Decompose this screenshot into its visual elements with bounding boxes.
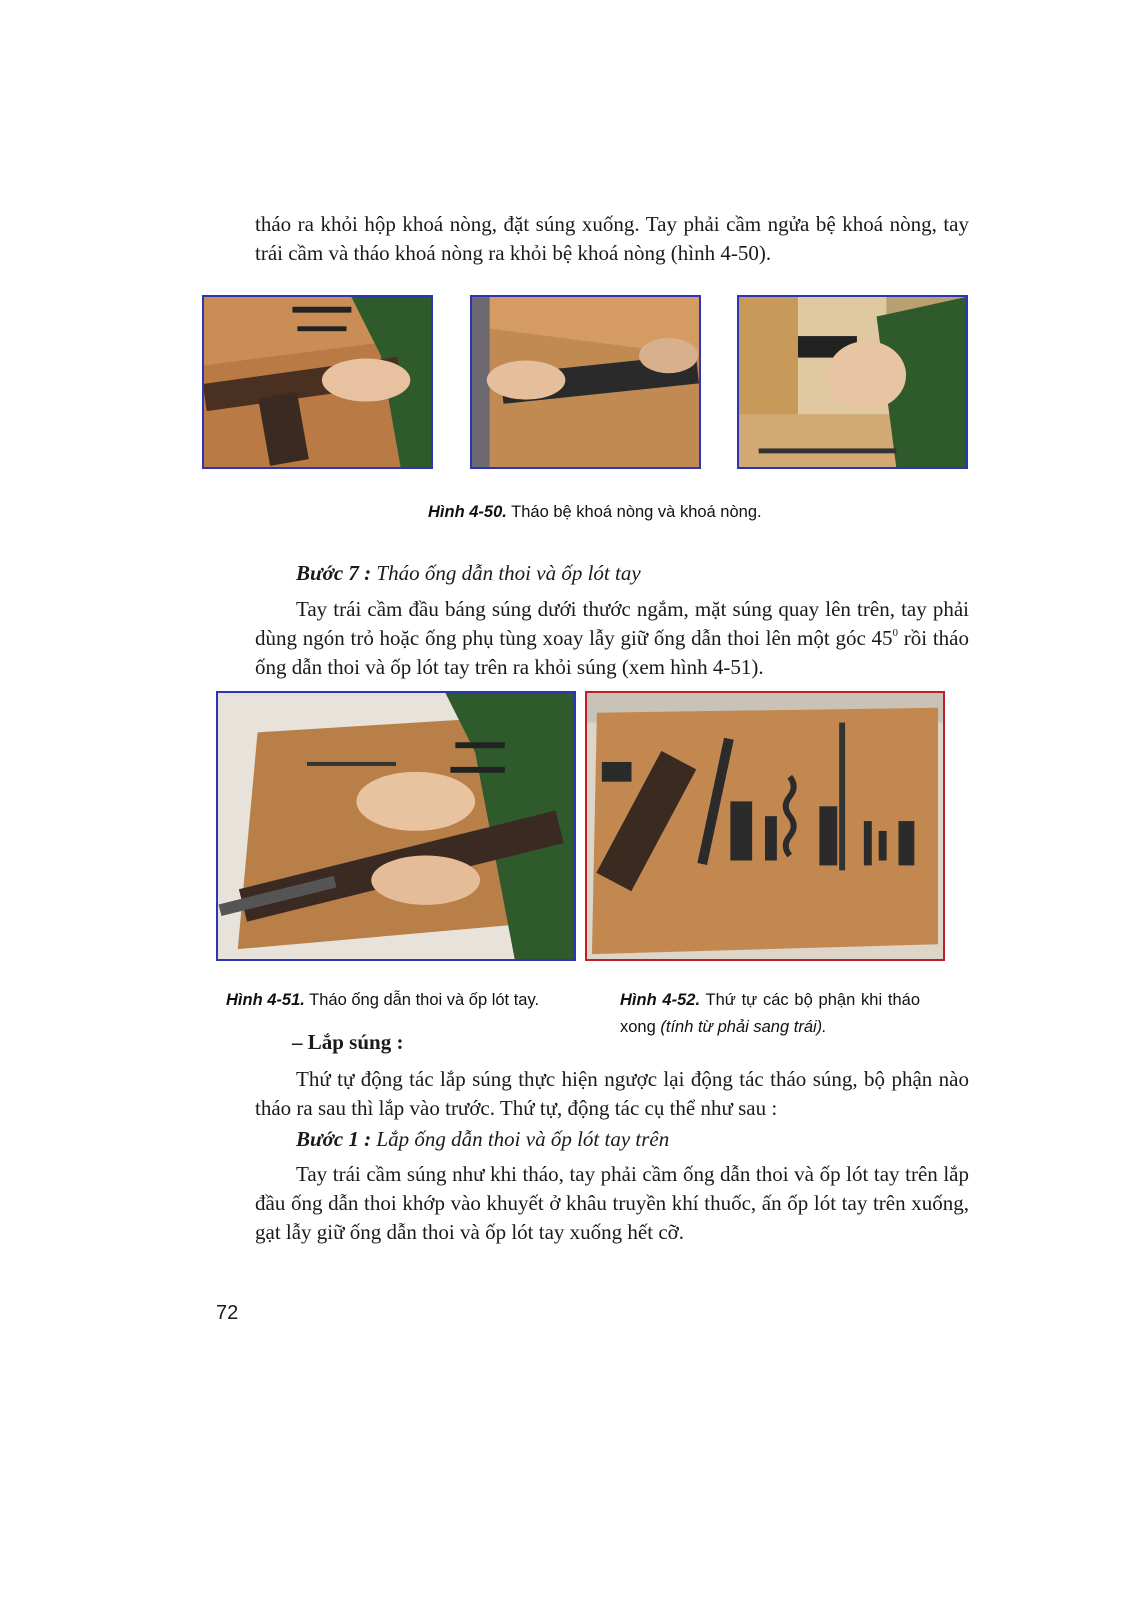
- page-number: 72: [216, 1302, 239, 1324]
- degree-superscript: 0: [892, 627, 899, 639]
- step-7-heading: [296, 559, 641, 588]
- figure-4-50-photo-3: [737, 295, 968, 469]
- assembly-body: Thứ tự động tác lắp súng thực hiện ngược lại động tác tháo súng, bộ phận nào tháo ra sau thì lắp vào trước. Thứ tự, động tác cụ thể như sau :: [255, 1067, 969, 1120]
- figure-4-52-label: Hình 4-52.: [620, 991, 701, 1009]
- figure-4-51-caption: [226, 987, 539, 1014]
- figure-4-50-photo-1: [202, 295, 433, 469]
- figure-4-50-photo-2: [470, 295, 701, 469]
- assembly-heading: – Lắp súng :: [292, 1030, 404, 1054]
- figure-4-52-text: Thứ tự các bộ phận khi tháo xong: [620, 991, 920, 1036]
- figure-4-52-note: (tính từ phải sang trái).: [660, 1018, 827, 1036]
- figure-4-52-photo: [585, 691, 945, 961]
- step-1-label: Bước 1 :: [296, 1127, 372, 1151]
- figure-4-51-text: Tháo ống dẫn thoi và ốp lót tay.: [304, 991, 540, 1009]
- step-1-body: Tay trái cầm súng như khi tháo, tay phải cầm ống dẫn thoi và ốp lót tay trên lắp đầu ống dẫn thoi khớp vào khuyết ở khâu truyền khí thuốc, ấn ốp lót tay trên xuống, gạt lẫy giữ ống dẫn thoi và ốp lót tay xuống hết cỡ.: [255, 1162, 969, 1244]
- step-7-body: [255, 595, 969, 682]
- step-1-title: Lắp ống dẫn thoi và ốp lót tay trên: [371, 1127, 670, 1151]
- figure-4-51-photo: [216, 691, 576, 961]
- figure-4-50-text: Tháo bệ khoá nòng và khoá nòng.: [506, 503, 762, 521]
- step-1-heading: [296, 1125, 669, 1154]
- figure-4-50-caption: [428, 499, 762, 526]
- step-7-title: Tháo ống dẫn thoi và ốp lót tay: [371, 561, 641, 585]
- figure-4-52-caption: [620, 987, 920, 1041]
- step-7-body-part-a: Tay trái cầm đầu báng súng dưới thước ngắm, mặt súng quay lên trên, tay phải dùng ngón trỏ hoặc ống phụ tùng xoay lẫy giữ ống dẫn thoi lên một góc 45: [255, 597, 969, 650]
- figure-4-51-label: Hình 4-51.: [226, 991, 305, 1009]
- step-7-label: Bước 7 :: [296, 561, 372, 585]
- step-7-body-part-b: rồi tháo ống dẫn thoi và ốp lót tay trên ra khỏi súng (xem hình 4-51).: [255, 626, 970, 679]
- intro-paragraph: tháo ra khỏi hộp khoá nòng, đặt súng xuống. Tay phải cầm ngửa bệ khoá nòng, tay trái cầm và tháo khoá nòng ra khỏi bệ khoá nòng (hình 4-50).: [255, 212, 969, 265]
- figure-4-50-label: Hình 4-50.: [428, 503, 507, 521]
